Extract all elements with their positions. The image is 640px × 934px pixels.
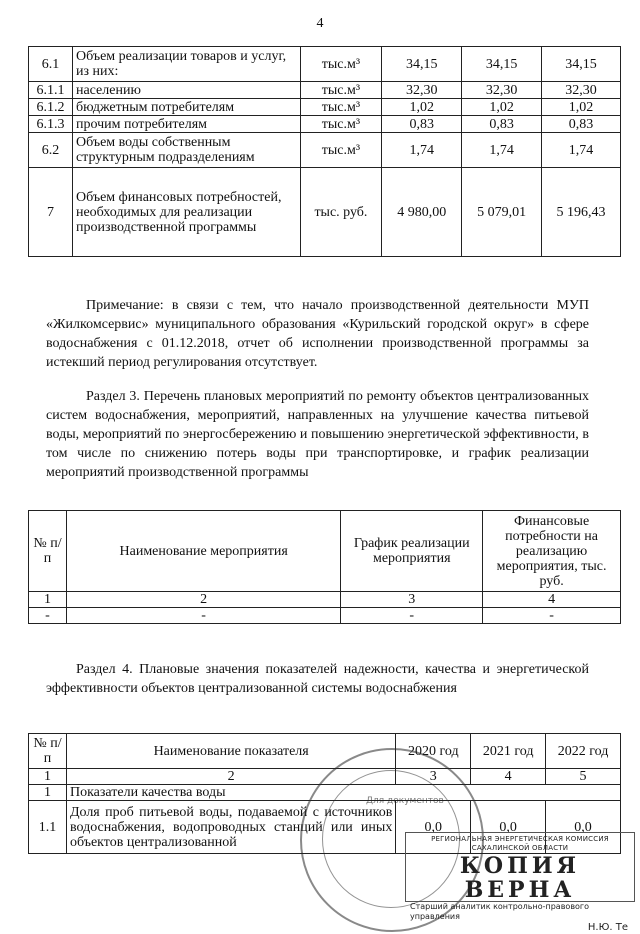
row-unit: тыс.м³: [300, 133, 382, 168]
row-unit: тыс.м³: [300, 116, 382, 133]
row-name: Доля проб питьевой воды, подаваемой с источников водоснабжения, водопроводных станций или иных объектов централизованной: [66, 801, 395, 854]
value-2020: 1,74: [382, 133, 462, 168]
value-2020: 0,83: [382, 116, 462, 133]
value-2020: 34,15: [382, 47, 462, 82]
row-number: 6.1.1: [29, 82, 73, 99]
header-2020: 2020 год: [396, 734, 471, 769]
seal-center-text: Для документов: [366, 796, 444, 806]
index-cell: 4: [471, 769, 546, 785]
row-number: 6.1.3: [29, 116, 73, 133]
header-finance: Финансовые потребности на реализацию мероприятия, тыс. руб.: [483, 511, 621, 592]
section-3-heading: Раздел 3. Перечень плановых мероприятий по ремонту объектов централизованных систем водоснабжения, мероприятий, направленных на улучшение качества питьевой воды, мероприятий по энергосбережению и повышению энергетической эффективности, в том числе по снижению потерь воды при транспортировке, и график реализации мероприятий производственной программы: [46, 389, 589, 480]
index-cell: 1: [29, 592, 67, 608]
value-2021: 0,0: [471, 801, 546, 854]
value-2021: 1,02: [462, 99, 542, 116]
value-2021: 32,30: [462, 82, 542, 99]
row-number: 6.1.2: [29, 99, 73, 116]
row-name: бюджетным потребителям: [72, 99, 300, 116]
stamp-position: Старший аналитик контрольно-правового управления: [410, 902, 590, 921]
table-row: [29, 116, 621, 133]
value-2020: 32,30: [382, 82, 462, 99]
row-number: 6.2: [29, 133, 73, 168]
index-cell: 3: [341, 592, 483, 608]
header-2021: 2021 год: [471, 734, 546, 769]
note-paragraph: Примечание: в связи с тем, что начало производственной деятельности МУП «Жилкомсервис» муниципального образования «Курильский городской округ» в сфере водоснабжения с 01.12.2018, отчет об исполнении производственной программы за истекший период регулирования отсутствует.: [46, 298, 589, 370]
value-2022: 0,0: [546, 801, 621, 854]
row-number: 7: [29, 168, 73, 257]
row-name: Объем финансовых потребностей, необходимых для реализации производственной программы: [72, 168, 300, 257]
empty-cell: -: [66, 608, 340, 624]
table-header-row: [29, 734, 621, 769]
row-name: Объем реализации товаров и услуг, из них:: [72, 47, 300, 82]
row-unit: тыс.м³: [300, 82, 382, 99]
table-row: [29, 82, 621, 99]
value-2022: 0,83: [542, 116, 621, 133]
header-name: Наименование мероприятия: [66, 511, 340, 592]
row-number: 1.1: [29, 801, 67, 854]
measures-table: [28, 510, 621, 624]
value-2020: 4 980,00: [382, 168, 462, 257]
group-name: Показатели качества воды: [66, 785, 620, 801]
index-cell: 4: [483, 592, 621, 608]
index-cell: 3: [396, 769, 471, 785]
row-name: прочим потребителям: [72, 116, 300, 133]
page-number: 4: [316, 16, 324, 31]
header-num: № п/п: [29, 511, 67, 592]
value-2022: 1,74: [542, 133, 621, 168]
row-name: населению: [72, 82, 300, 99]
value-2020: 1,02: [382, 99, 462, 116]
empty-cell: -: [341, 608, 483, 624]
header-2022: 2022 год: [546, 734, 621, 769]
section-4-heading: Раздел 4. Плановые значения показателей надежности, качества и энергетической эффективности объектов централизованной системы водоснабжения: [46, 662, 589, 696]
row-name: Объем воды собственным структурным подразделениям: [72, 133, 300, 168]
index-cell: 1: [29, 769, 67, 785]
row-unit: тыс.м³: [300, 99, 382, 116]
table-row: [29, 47, 621, 82]
value-2021: 0,83: [462, 116, 542, 133]
table-row: [29, 168, 621, 257]
table-header-row: [29, 511, 621, 592]
volume-table: [28, 46, 621, 257]
index-cell: 5: [546, 769, 621, 785]
row-unit: тыс. руб.: [300, 168, 382, 257]
table-row: [29, 133, 621, 168]
value-2021: 34,15: [462, 47, 542, 82]
value-2022: 32,30: [542, 82, 621, 99]
table-row: [29, 99, 621, 116]
table-row: [29, 608, 621, 624]
empty-cell: -: [29, 608, 67, 624]
row-unit: тыс.м³: [300, 47, 382, 82]
row-number: 6.1: [29, 47, 73, 82]
value-2020: 0,0: [396, 801, 471, 854]
value-2021: 5 079,01: [462, 168, 542, 257]
stamp-title: КОПИЯ ВЕРНА: [459, 853, 581, 903]
header-num: № п/п: [29, 734, 67, 769]
group-number: 1: [29, 785, 67, 801]
copy-certified-stamp: [405, 832, 635, 933]
value-2021: 1,74: [462, 133, 542, 168]
header-name: Наименование показателя: [66, 734, 395, 769]
header-schedule: График реализации мероприятия: [341, 511, 483, 592]
stamp-name: Н.Ю. Те: [587, 922, 628, 933]
value-2022: 1,02: [542, 99, 621, 116]
empty-cell: -: [483, 608, 621, 624]
stamp-organization: РЕГИОНАЛЬНАЯ ЭНЕРГЕТИЧЕСКАЯ КОМИССИЯ САХАЛИНСКОЙ ОБЛАСТИ: [431, 835, 609, 852]
value-2022: 5 196,43: [542, 168, 621, 257]
index-cell: 2: [66, 592, 340, 608]
table-row: [29, 592, 621, 608]
value-2022: 34,15: [542, 47, 621, 82]
index-cell: 2: [66, 769, 395, 785]
